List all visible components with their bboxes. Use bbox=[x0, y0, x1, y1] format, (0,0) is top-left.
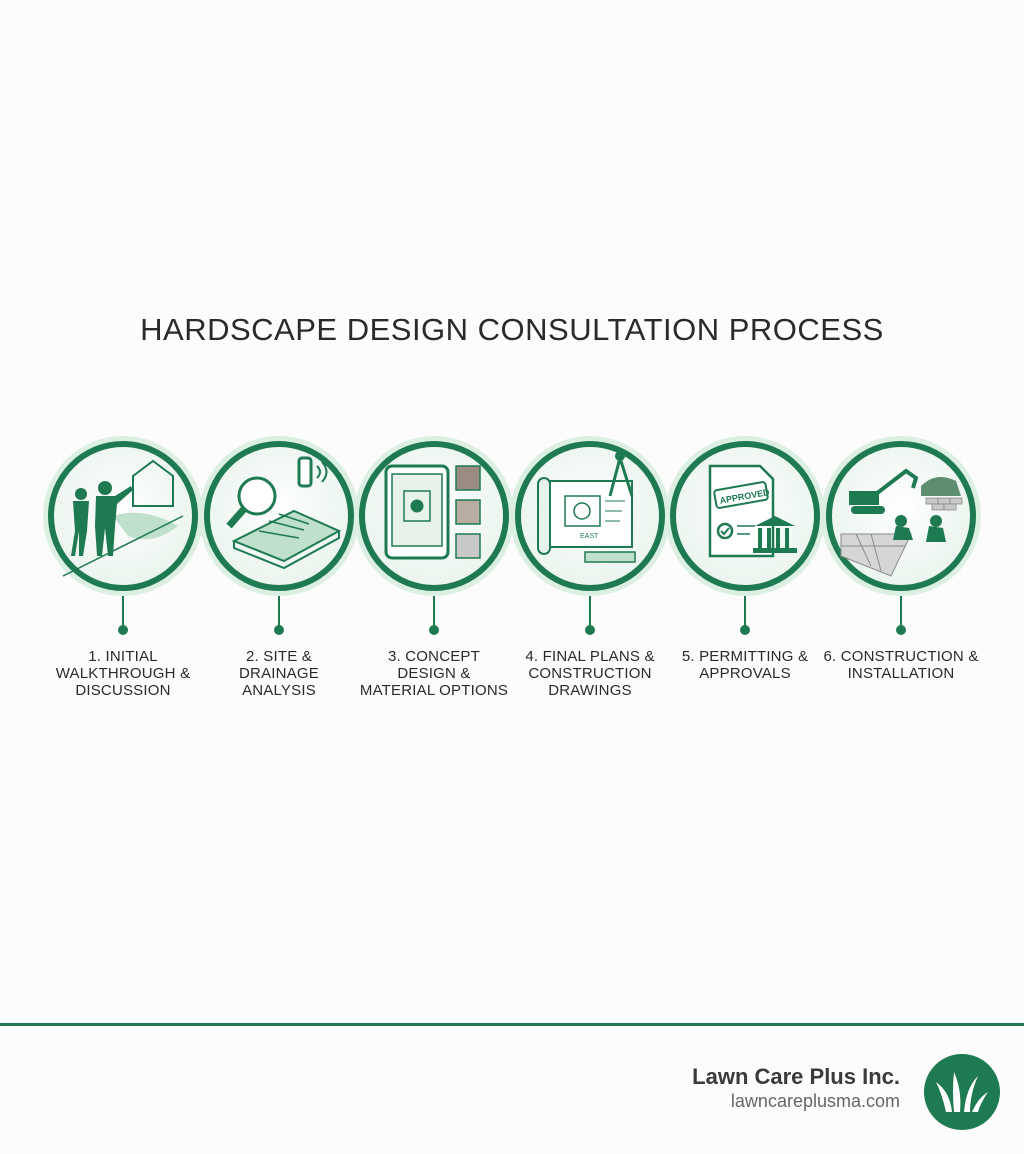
step-5-node bbox=[665, 436, 825, 635]
tablet-design-icon bbox=[386, 466, 480, 558]
brand-url[interactable]: lawncareplusma.com bbox=[730, 1091, 900, 1111]
step-6-label: 6. CONSTRUCTION & INSTALLATION bbox=[823, 648, 979, 682]
brand-name: Lawn Care Plus Inc. bbox=[692, 1064, 900, 1089]
process-diagram bbox=[0, 420, 1024, 660]
step-3-node bbox=[354, 436, 514, 635]
grass-logo-icon bbox=[924, 1054, 1000, 1130]
blueprint-sheet-text: EAST bbox=[580, 533, 599, 540]
footer-divider bbox=[0, 1023, 1024, 1026]
diagram-title: HARDSCAPE DESIGN CONSULTATION PROCESS bbox=[140, 312, 884, 347]
step-4-label: 4. FINAL PLANS & CONSTRUCTION DRAWINGS bbox=[525, 648, 655, 699]
step-1-node bbox=[43, 436, 203, 635]
step-1-label: 1. INITIAL WALKTHROUGH & DISCUSSION bbox=[55, 648, 191, 699]
step-3-label: 3. CONCEPT DESIGN & MATERIAL OPTIONS bbox=[359, 648, 509, 699]
step-6-node bbox=[821, 436, 981, 635]
step-5-label: 5. PERMITTING & APPROVALS bbox=[681, 648, 809, 682]
step-2-label: 2. SITE & DRAINAGE ANALYSIS bbox=[239, 648, 319, 699]
approved-stamp-text: APPROVED bbox=[718, 487, 771, 506]
step-4-node bbox=[510, 436, 670, 635]
step-2-node bbox=[199, 436, 359, 635]
